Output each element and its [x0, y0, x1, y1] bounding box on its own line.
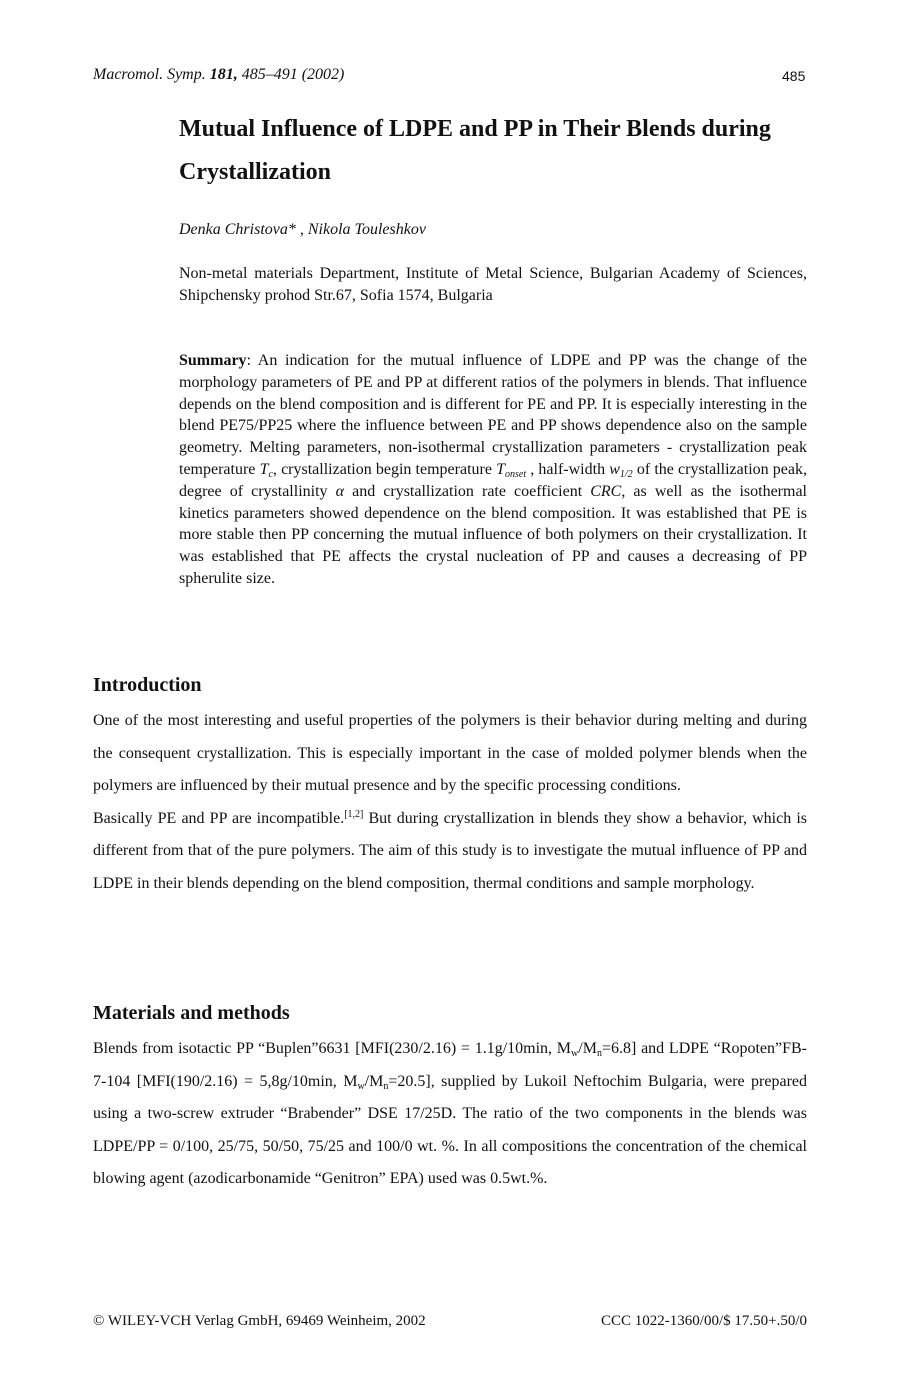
journal-citation: [93, 66, 344, 84]
summary-abstract: Summary: An indication for the mutual influence of LDPE and PP was the change of the morphology parameters of PE and PP at different ratios of the polymers in blends. That influence depends on the blend composition and is different for PE and PP. It is especially interesting in the blend PE75/PP25 where the influence between PE and PP shows dependence also on the sample geometry. Melting parameters, non-isothermal crystallization parameters - crystallization peak temperature $T_c$, crystallization begin temperature $T_{onset}$ , half-width $w_{1/2}$ of the crystallization peak, degree of crystallinity α and crystallization rate coefficient CRC, as well as the isothermal kinetics parameters showed dependence on the blend composition. It was established that PE is more stable then PP concerning the mutual influence of both polymers on their crystallization. It was established that PE affects the crystal nucleation of PP and causes a decreasing of PP spherulite size.: [179, 352, 808, 587]
journal-pages-year: 485–491 (2002): [241, 66, 345, 83]
citation-ref: [1,2]: [344, 808, 364, 820]
page-number: 485: [782, 68, 806, 84]
materials-paragraph: Blends from isotactic PP “Buplen”6631 [MFI(230/2.16) = 1.1g/10min, $M_w/M_n=6.8$] and LDPE “Ropoten”FB-7-104 [MFI(190/2.16) = 5,8g/10min, $M_w/M_n=20.5$], supplied by Lukoil Neftochim Bulgaria, were prepared using a two-screw extruder “Brabender” DSE 17/25D. The ratio of the two components in the blends was LDPE/PP = 0/100, 25/75, 50/50, 75/25 and 100/0 wt. %. In all compositions the concentration of the chemical blowing agent (azodicarbonamide “Genitron” EPA) used was 0.5wt.%.: [93, 1040, 808, 1187]
introduction-paragraph-1: One of the most interesting and useful properties of the polymers is their behavior during melting and during the consequent crystallization. This is especially important in the case of molded polymer blends when the polymers are influenced by their mutual presence and by the specific processing conditions.: [93, 712, 807, 794]
summary-label: Summary: [179, 352, 247, 369]
materials-heading: Materials and methods: [93, 1002, 290, 1024]
footer-copyright: © WILEY-VCH Verlag GmbH, 69469 Weinheim, 2002: [93, 1313, 426, 1329]
introduction-paragraph-2: Basically PE and PP are incompatible.[1,2] But during crystallization in blends they show a behavior, which is different from that of the pure polymers. The aim of this study is to investigate the mutual influence of PP and LDPE in their blends depending on the blend composition, thermal conditions and sample morphology.: [93, 808, 808, 892]
introduction-heading: Introduction: [93, 674, 202, 696]
introduction-body: [93, 705, 807, 900]
authors: Denka Christova* , Nikola Touleshkov: [179, 221, 426, 238]
affiliation: Non-metal materials Department, Institute of Metal Science, Bulgarian Academy of Sciences, Shipchensky prohod Str.67, Sofia 1574, Bulgaria: [179, 265, 807, 304]
journal-name: Macromol. Symp.: [93, 66, 206, 83]
footer-ccc: CCC 1022-1360/00/$ 17.50+.50/0: [601, 1313, 807, 1329]
journal-volume: 181,: [209, 66, 238, 83]
paper-title: Mutual Influence of LDPE and PP in Their Blends during Crystallization: [179, 116, 771, 185]
